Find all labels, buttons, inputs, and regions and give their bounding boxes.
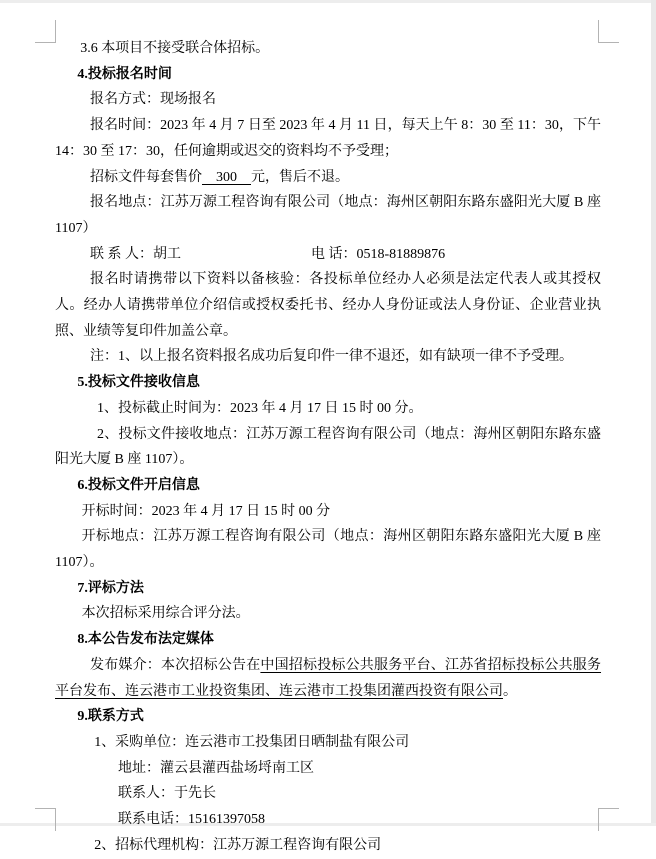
document-price [55, 165, 601, 191]
text-segment: 开标时间：2023 年 4 月 17 日 15 时 00 分 [81, 503, 331, 519]
evaluation-method [55, 601, 601, 627]
text-segment: 2、投标文件接收地点：江苏万源工程咨询有限公司（地点：海州区朝阳东路东盛阳光大厦 B 座 1107）。 [55, 426, 601, 468]
text-segment: 开标地点：江苏万源工程咨询有限公司（地点：海州区朝阳东路东盛阳光大厦 B 座 1107）。 [55, 529, 601, 571]
window-edge-right [651, 0, 656, 826]
text-segment: 1、采购单位：连云港市工投集团日晒制盐有限公司 [94, 734, 410, 750]
text-segment: 4.投标报名时间 [77, 66, 172, 82]
text-segment: 本次招标采用综合评分法。 [81, 606, 250, 622]
agency [55, 833, 601, 859]
document-body [55, 36, 601, 859]
text-segment: 8.本公告发布法定媒体 [77, 632, 214, 648]
bid-deadline [55, 396, 601, 422]
text-segment: 6.投标文件开启信息 [77, 477, 200, 493]
underlined-text: 中国招标投标公共服务平台、江苏省招标投标公共服务平台发布、连云港市工业投资集团、连云港市工投集团灌西投资有限公司 [55, 657, 602, 699]
text-segment: 联系人：于先长 [118, 786, 216, 802]
text-segment: 联系电话：15161397058 [118, 812, 265, 828]
heading-6 [55, 473, 601, 499]
signup-address [55, 190, 601, 241]
text-segment: 报名时请携带以下资料以备核验：各投标单位经办人必须是法定代表人或其授权人。经办人请携带单位介绍信或授权委托书、经办人身份证或法人身份证、企业营业执照、业绩等复印件加盖公章。 [55, 272, 601, 339]
text-segment: 5.投标文件接收信息 [77, 375, 200, 391]
signup-time [55, 113, 601, 164]
text-segment: 3.6 本项目不接受联合体招标。 [80, 41, 270, 56]
text-segment: 报名方式：现场报名 [90, 92, 216, 108]
text-segment: 元，售后不退。 [251, 169, 349, 185]
text-segment: 电 话：0518-81889876 [311, 246, 446, 262]
text-segment: 招标文件每套售价 [90, 169, 202, 185]
margin-mark-bottom-left [35, 808, 56, 831]
margin-mark-top-left [35, 20, 56, 43]
text-segment: 报名时间：2023 年 4 月 7 日至 2023 年 4 月 11 日，每天上午 8：30 至 11：30，下午 14：30 至 17：30，任何逾期或迟交的资料均不予受理； [55, 118, 601, 159]
heading-7 [55, 576, 601, 602]
clause-3-6 [55, 36, 601, 62]
text-segment: 1、投标截止时间为：2023 年 4 月 17 日 15 时 00 分。 [97, 400, 423, 416]
margin-mark-bottom-right [598, 808, 619, 831]
signup-method [55, 87, 601, 113]
text-segment: 7.评标方法 [77, 580, 144, 596]
heading-4 [55, 62, 601, 88]
window-edge-top [0, 0, 656, 3]
text-segment: 注：1、以上报名资料报名成功后复印件一律不退还，如有缺项一律不予受理。 [90, 349, 573, 365]
publish-media [55, 653, 601, 704]
signup-note [55, 344, 601, 370]
heading-5 [55, 370, 601, 396]
text-segment: 地址：灌云县灌西盐场埒南工区 [118, 760, 314, 776]
open-time [55, 499, 601, 525]
purchaser-contact [55, 781, 601, 807]
text-segment: 联 系 人：胡工 [90, 246, 181, 262]
heading-9 [55, 704, 601, 730]
bid-receive-address [55, 422, 601, 473]
purchaser [55, 730, 601, 756]
purchaser-phone [55, 807, 601, 833]
text-segment: 报名地点：江苏万源工程咨询有限公司（地点：海州区朝阳东路东盛阳光大厦 B 座 1107） [55, 195, 601, 236]
purchaser-address [55, 756, 601, 782]
text-segment: 。 [503, 683, 517, 699]
signup-materials [55, 267, 601, 344]
heading-8 [55, 627, 601, 653]
text-segment: 9.联系方式 [77, 709, 144, 725]
text-segment: 发布媒介：本次招标公告在 [90, 657, 261, 673]
contact-and-phone [55, 242, 601, 268]
open-address [55, 524, 601, 575]
margin-mark-top-right [598, 20, 619, 43]
underlined-text: 300 [202, 169, 251, 185]
text-segment: 2、招标代理机构：江苏万源工程咨询有限公司 [94, 837, 382, 853]
